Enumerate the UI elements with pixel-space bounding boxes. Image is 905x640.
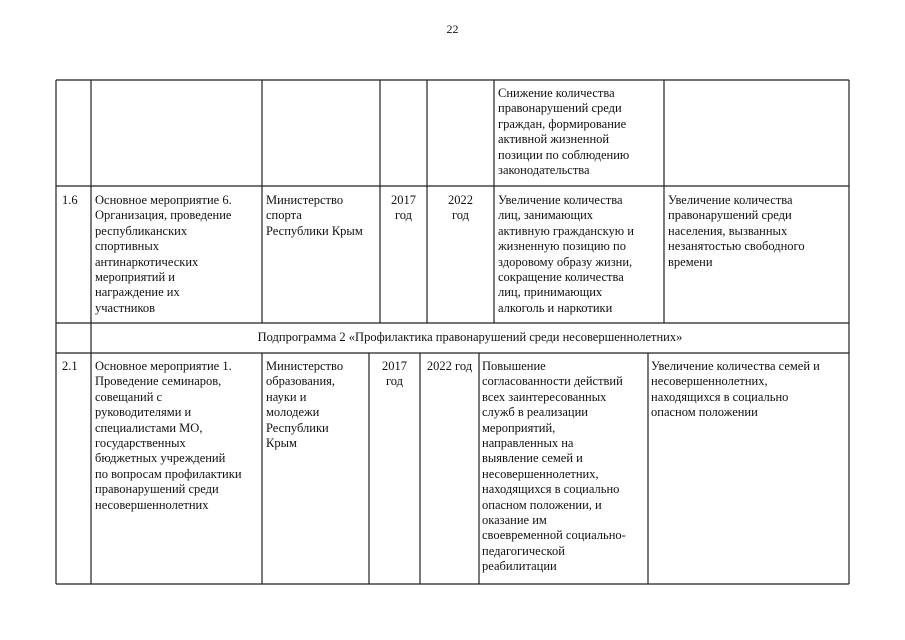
text-line: несовершеннолетних [95, 497, 209, 512]
text-line: государственных [95, 436, 186, 451]
text-line: 2022 год [426, 359, 473, 373]
text-line: опасном положении, и [482, 497, 602, 512]
text-line: Крым [266, 436, 297, 451]
row2-executor [266, 359, 343, 451]
text-line: Повышение [482, 359, 546, 373]
text-line: жизненную позицию по [498, 239, 626, 254]
text-line: Увеличение количества [498, 193, 623, 207]
text-line: находящихся в социально [482, 482, 620, 497]
text-line: по вопросам профилактики [95, 466, 242, 481]
row1-executor [266, 193, 363, 239]
text-line: выявление семей и [482, 451, 583, 466]
text-line: несовершеннолетних, [482, 466, 599, 481]
text-line: правонарушений среди [95, 482, 219, 497]
text-line: спортивных [95, 239, 159, 254]
text-line: населения, вызванных [668, 223, 788, 238]
text-line: направленных на [482, 436, 574, 451]
text-line: 2022 [448, 193, 473, 207]
text-line: 2017 [382, 359, 407, 373]
text-line: законодательства [498, 163, 590, 178]
text-line: несовершеннолетних, [651, 374, 768, 389]
text-line: спорта [266, 208, 302, 223]
text-line: лиц, принимающих [498, 285, 603, 300]
text-line: участников [95, 300, 156, 315]
text-line: бюджетных учреждений [95, 451, 226, 466]
row2-start-year [369, 359, 420, 390]
text-line: правонарушений среди [498, 101, 622, 116]
text-line: год [385, 374, 404, 389]
row1-end-year [427, 193, 494, 224]
text-line: Основное мероприятие 1. [95, 359, 232, 373]
row1-activity [95, 193, 232, 316]
text-line: Республики [266, 420, 329, 435]
text-line: активную гражданскую и [498, 223, 634, 238]
text-line: согласованности действий [482, 374, 623, 389]
text-line: Министерство [266, 359, 344, 373]
text-line: здоровому образу жизни, [498, 254, 633, 269]
page-number: 22 [446, 22, 459, 36]
row2-activity [95, 359, 242, 513]
text-line: граждан, формирование [498, 116, 627, 131]
text-line: оказание им [482, 513, 547, 528]
text-line: правонарушений среди [668, 208, 792, 223]
text-line: Республики Крым [266, 223, 363, 238]
text-line: активной жизненной [498, 132, 610, 147]
text-line: Увеличение количества семей и [651, 359, 820, 373]
row-number: 2.1 [62, 359, 78, 373]
row0-result [498, 86, 629, 178]
text-line: своевременной социально- [482, 528, 626, 543]
text-line: награждение их [95, 285, 180, 300]
text-line: Организация, проведение [95, 208, 232, 223]
text-line: сокращение количества [498, 270, 624, 285]
subprogram-title: Подпрограмма 2 «Профилактика правонарушений среди несовершеннолетних» [257, 330, 683, 344]
text-line: совещаний с [95, 389, 163, 404]
text-line: всех заинтересованных [482, 389, 607, 404]
row-number: 1.6 [62, 193, 78, 207]
text-line: антинаркотических [95, 254, 199, 269]
text-line: науки и [266, 389, 307, 404]
text-line: руководителями и [95, 405, 192, 420]
text-line: алкоголь и наркотики [498, 300, 613, 315]
text-line: специалистами МО, [95, 420, 203, 435]
row1-result [498, 193, 634, 316]
text-line: мероприятий, [482, 420, 556, 435]
text-line: год [394, 208, 413, 223]
text-line: Снижение количества [498, 86, 615, 100]
row1-consequence [668, 193, 805, 270]
row1-start-year [380, 193, 427, 224]
text-line: времени [668, 254, 713, 269]
text-line: служб в реализации [482, 405, 588, 420]
text-line: реабилитации [482, 559, 557, 574]
row2-consequence [651, 359, 820, 421]
text-line: лиц, занимающих [498, 208, 594, 223]
text-line: молодежи [266, 405, 320, 420]
text-line: 2017 [391, 193, 416, 207]
row2-end-year [420, 359, 479, 374]
text-line: Проведение семинаров, [95, 374, 222, 389]
text-line: незанятостью свободного [668, 239, 805, 254]
text-line: педагогической [482, 543, 565, 558]
text-line: Основное мероприятие 6. [95, 193, 232, 207]
text-line: образования, [266, 374, 336, 389]
text-line: Министерство [266, 193, 344, 207]
text-line: позиции по соблюдению [498, 147, 630, 162]
text-line: республиканских [95, 223, 188, 238]
text-line: мероприятий и [95, 270, 175, 285]
text-line: год [451, 208, 470, 223]
text-line: Увеличение количества [668, 193, 793, 207]
text-line: опасном положении [651, 405, 758, 420]
row2-result [482, 359, 626, 575]
text-line: находящихся в социально [651, 389, 789, 404]
